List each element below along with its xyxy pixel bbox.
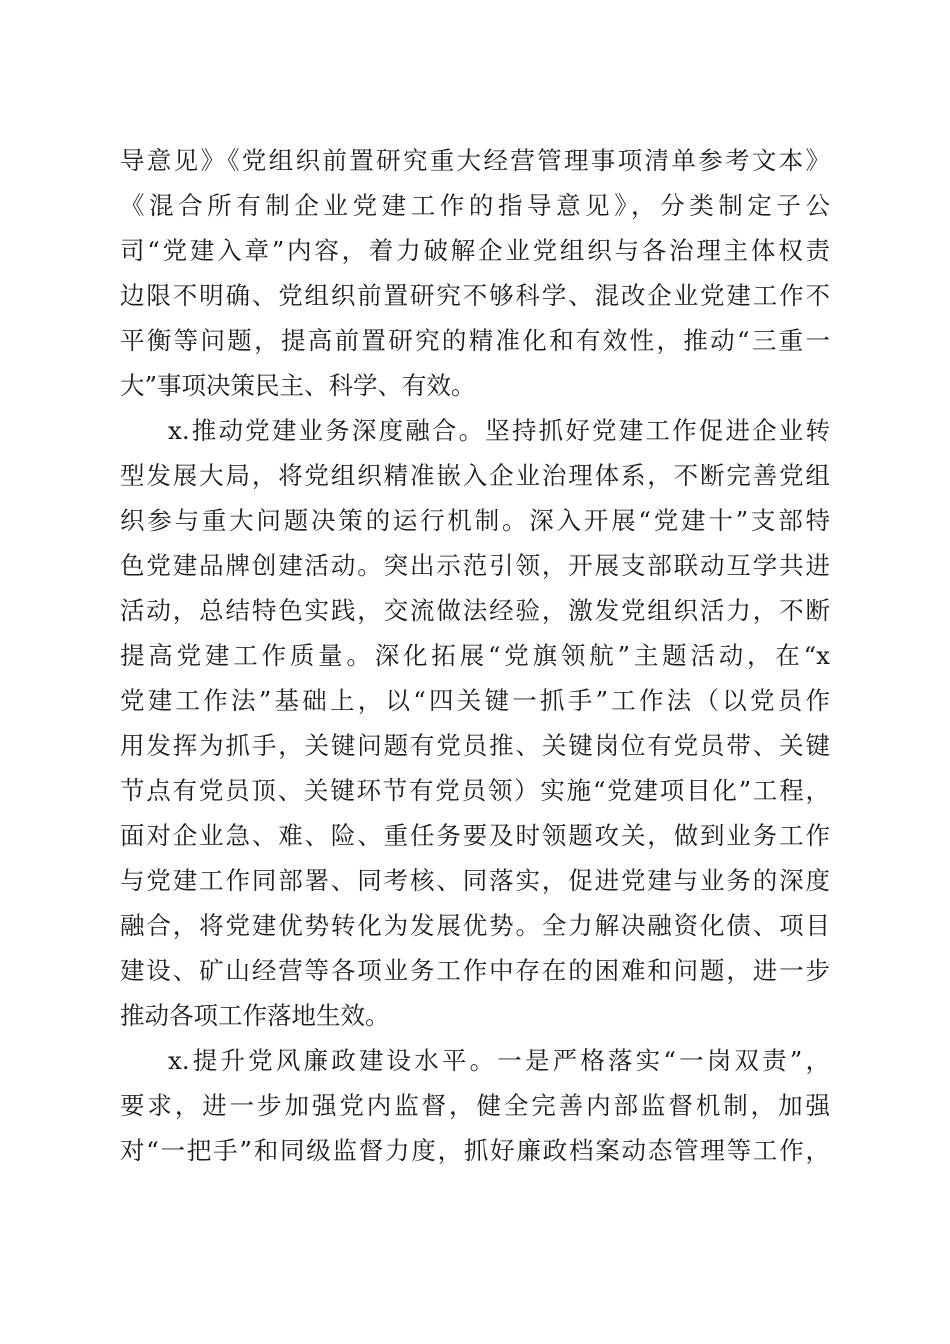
text-line: 色党建品牌创建活动。突出示范引领，开展支部联动互学共进	[120, 551, 830, 580]
text-line: 用发挥为抓手，关键问题有党员推、关键岗位有党员带、关键	[120, 731, 830, 760]
text-line: 司“党建入章”内容，着力破解企业党组织与各治理主体权责	[120, 236, 830, 265]
paragraph-heading-line: x.推动党建业务深度融合。坚持抓好党建工作促进企业转	[168, 416, 830, 445]
text-line: 建设、矿山经营等各项业务工作中存在的困难和问题，进一步	[120, 956, 830, 985]
text-line: 党建工作法”基础上，以“四关键一抓手”工作法（以党员作	[120, 686, 830, 715]
text-line: 边限不明确、党组织前置研究不够科学、混改企业党建工作不	[120, 281, 830, 310]
text-line: 节点有党员顶、关键环节有党员领）实施“党建项目化”工程，	[120, 776, 830, 805]
paragraph-heading-line: x.提升党风廉政建设水平。一是严格落实“一岗双责”，	[168, 1046, 830, 1075]
text-line: 对“一把手”和同级监督力度，抓好廉政档案动态管理等工作，	[120, 1136, 830, 1165]
text-line: 导意见》《党组织前置研究重大经营管理事项清单参考文本》	[120, 146, 830, 175]
text-line: 推动各项工作落地生效。	[120, 1001, 390, 1030]
text-line: 平衡等问题，提高前置研究的精准化和有效性，推动“三重一	[120, 326, 830, 355]
text-line: 面对企业急、难、险、重任务要及时领题攻关，做到业务工作	[120, 821, 830, 850]
text-line: 型发展大局，将党组织精准嵌入企业治理体系，不断完善党组	[120, 461, 830, 490]
text-line: 融合，将党建优势转化为发展优势。全力解决融资化债、项目	[120, 911, 830, 940]
text-line: 大”事项决策民主、科学、有效。	[120, 371, 476, 400]
text-line: 要求，进一步加强党内监督，健全完善内部监督机制，加强	[120, 1091, 830, 1120]
text-line: 提高党建工作质量。深化拓展“党旗领航”主题活动，在“x	[120, 641, 830, 670]
text-line: 与党建工作同部署、同考核、同落实，促进党建与业务的深度	[120, 866, 830, 895]
text-line: 织参与重大问题决策的运行机制。深入开展“党建十”支部特	[120, 506, 830, 535]
text-line: 活动，总结特色实践，交流做法经验，激发党组织活力，不断	[120, 596, 830, 625]
text-line: 《混合所有制企业党建工作的指导意见》，分类制定子公	[120, 191, 830, 220]
